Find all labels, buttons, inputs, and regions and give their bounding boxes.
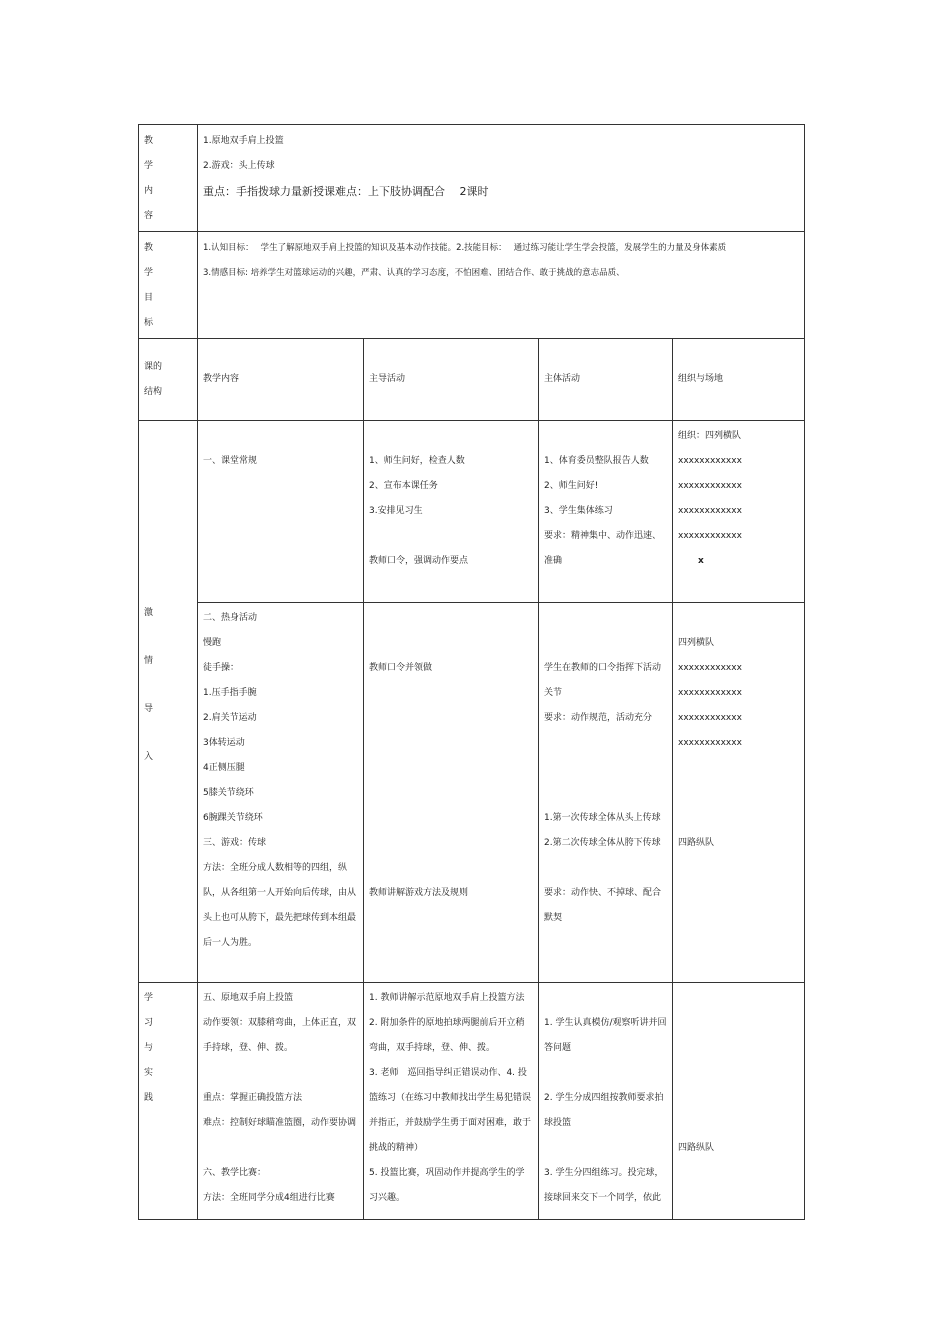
section-intro-label: 激 情 导 入 bbox=[139, 421, 198, 983]
content-line-1: 1.原地双手肩上投篮 bbox=[203, 136, 284, 146]
header-content: 教学内容 bbox=[198, 339, 364, 421]
warmup-content: 二、热身活动 慢跑 徒手操： 1.压手指手腕 2.肩关节运动 3体转运动 4正侧压腿 5膝关节绕环 6腕踝关节绕环 三、游戏：传球 方法：全班分成人数相等的四组，纵队，从各组第一人开始向后传球，由从头上也可从胯下，最先把球传到本组最后一人为胜。 bbox=[198, 603, 364, 983]
warmup-routine-row bbox=[139, 421, 805, 603]
practice-lead: 1. 教师讲解示范原地双手肩上投篮方法 2. 附加条件的原地拍球两腿前后开立稍弯曲，双手持球，登、伸、拨。 3. 老师 巡回指导纠正错误动作、4. 投篮练习（在练习中教师找出学生易犯错误并指正，并鼓励学生勇于面对困难，敢于挑战的精神） 5. 投篮比赛，巩固动作并提高学生的学习兴趣。 bbox=[364, 983, 539, 1220]
routine-organization: 组织：四列横队 xxxxxxxxxxxx xxxxxxxxxxxx xxxxxxxxxxxx xxxxxxxxxxxx x bbox=[673, 421, 805, 603]
teaching-goals-row bbox=[139, 232, 805, 339]
routine-main: 1、体育委员整队报告人数 2、师生问好! 3、学生集体练习 要求：精神集中、动作迅速、准确 bbox=[539, 421, 673, 603]
practice-content: 五、原地双手肩上投篮 动作要领：双膝稍弯曲，上体正直，双手持球，登、伸、拨。 重点：掌握正确投篮方法 难点：控制好球瞄准篮圈，动作要协调 六、教学比赛： 方法：全班同学分成4组进行比赛 bbox=[198, 983, 364, 1220]
warmup-activity-row bbox=[139, 603, 805, 983]
lesson-plan-table bbox=[138, 124, 805, 1220]
header-structure: 课的 结构 bbox=[139, 339, 198, 421]
routine-lead: 1、师生问好，检查人数 2、宣布本课任务 3.安排见习生 教师口令，强调动作要点 bbox=[364, 421, 539, 603]
header-main-activity: 主体活动 bbox=[539, 339, 673, 421]
game-rules: 方法：全班分成人数相等的四组，纵队，从各组第一人开始向后传球，由从头上也可从胯下，最先把球传到本组最后一人为胜。 bbox=[203, 863, 357, 948]
teaching-goals-cell bbox=[198, 232, 805, 339]
practice-row bbox=[139, 983, 805, 1220]
warmup-lead: 教师口令并领做 教师讲解游戏方法及规则 bbox=[364, 603, 539, 983]
routine-content: 一、课堂常规 bbox=[198, 421, 364, 603]
section-practice-label: 学 习 与 实 践 bbox=[139, 983, 198, 1220]
teacher-position-marker: x bbox=[698, 556, 704, 566]
header-lead-activity: 主导活动 bbox=[364, 339, 539, 421]
teaching-content-label: 教 学 内 容 bbox=[139, 125, 198, 232]
teaching-goals-label: 教 学 目 标 bbox=[139, 232, 198, 339]
goals-line-2: 3.情感目标: 培养学生对篮球运动的兴趣，严肃、认真的学习态度，不怕困难、团结合作、敢于挑战的意志品质、 bbox=[203, 268, 625, 278]
warmup-main: 学生在教师的口令指挥下活动关节 要求：动作规范，活动充分 1.第一次传球全体从头上传球 2.第二次传球全体从胯下传球 要求：动作快、不掉球、配合默契 bbox=[539, 603, 673, 983]
warmup-organization: 四列横队 xxxxxxxxxxxx xxxxxxxxxxxx xxxxxxxxxxxx xxxxxxxxxxxx 四路纵队 bbox=[673, 603, 805, 983]
goals-line-1: 1.认知目标： 学生了解原地双手肩上投篮的知识及基本动作技能。2.技能目标： 通过练习能让学生学会投篮，发展学生的力量及身体素质 bbox=[203, 243, 727, 253]
key-points-line: 重点：手指拨球力量新授课难点：上下肢协调配合 2课时 bbox=[203, 185, 489, 198]
practice-organization: 四路纵队 bbox=[673, 983, 805, 1220]
structure-header-row bbox=[139, 339, 805, 421]
teaching-content-cell bbox=[198, 125, 805, 232]
content-line-2: 2.游戏：头上传球 bbox=[203, 161, 275, 171]
practice-main: 1. 学生认真模仿/观察听讲并回答问题 2. 学生分成四组按教师要求拍球投篮 3. 学生分四组练习。投完球，接球回来交下一个同学，依此 bbox=[539, 983, 673, 1220]
teaching-content-row bbox=[139, 125, 805, 232]
header-organization: 组织与场地 bbox=[673, 339, 805, 421]
